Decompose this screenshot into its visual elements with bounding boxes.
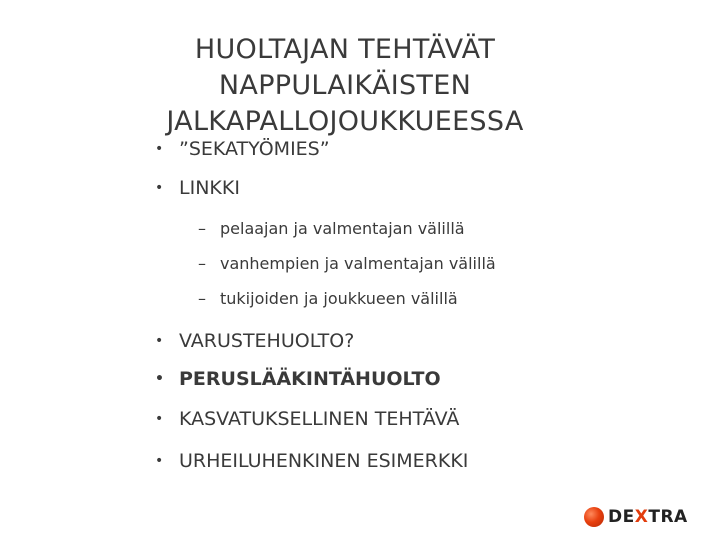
title-line-1: HUOLTAJAN TEHTÄVÄT xyxy=(194,34,496,65)
logo-text-part: TRA xyxy=(648,507,688,527)
bullet-item xyxy=(155,176,240,200)
sub-bullet-item xyxy=(198,218,465,240)
bullet-dot: • xyxy=(155,141,164,157)
logo-ball-icon xyxy=(584,507,604,527)
bullet-dot: • xyxy=(155,411,164,427)
sub-bullet-text: tukijoiden ja joukkueen välillä xyxy=(220,289,458,308)
sub-bullet-dash: – xyxy=(198,219,206,238)
sub-bullet-text: pelaajan ja valmentajan välillä xyxy=(220,219,465,238)
bullet-text: PERUSLÄÄKINTÄHUOLTO xyxy=(179,368,441,390)
bullet-text: VARUSTEHUOLTO? xyxy=(179,330,355,352)
logo-text xyxy=(608,507,688,527)
dextra-logo xyxy=(584,504,688,530)
sub-bullet-dash: – xyxy=(198,254,206,273)
logo-text-part: DE xyxy=(608,507,635,527)
sub-bullet-dash: – xyxy=(198,289,206,308)
bullet-item xyxy=(155,329,354,353)
title-line-2: NAPPULAIKÄISTEN xyxy=(218,70,472,101)
logo-x-mark: X xyxy=(634,507,649,527)
bullet-dot: • xyxy=(155,453,164,469)
bullet-dot: • xyxy=(155,180,164,196)
sub-bullet-text: vanhempien ja valmentajan välillä xyxy=(220,254,496,273)
bullet-item xyxy=(155,449,468,473)
bullet-dot: • xyxy=(155,371,164,387)
bullet-item xyxy=(155,407,459,431)
bullet-text: LINKKI xyxy=(179,177,240,199)
bullet-item xyxy=(155,367,441,391)
bullet-text: KASVATUKSELLINEN TEHTÄVÄ xyxy=(179,408,460,430)
bullet-dot: • xyxy=(155,333,164,349)
bullet-item xyxy=(155,137,330,161)
bullet-text: URHEILUHENKINEN ESIMERKKI xyxy=(179,450,469,472)
slide-title xyxy=(150,32,540,140)
title-line-3: JALKAPALLOJOUKKUEESSA xyxy=(166,106,524,137)
bullet-text: ”SEKATYÖMIES” xyxy=(179,138,330,160)
sub-bullet-item xyxy=(198,253,496,275)
sub-bullet-item xyxy=(198,288,458,310)
